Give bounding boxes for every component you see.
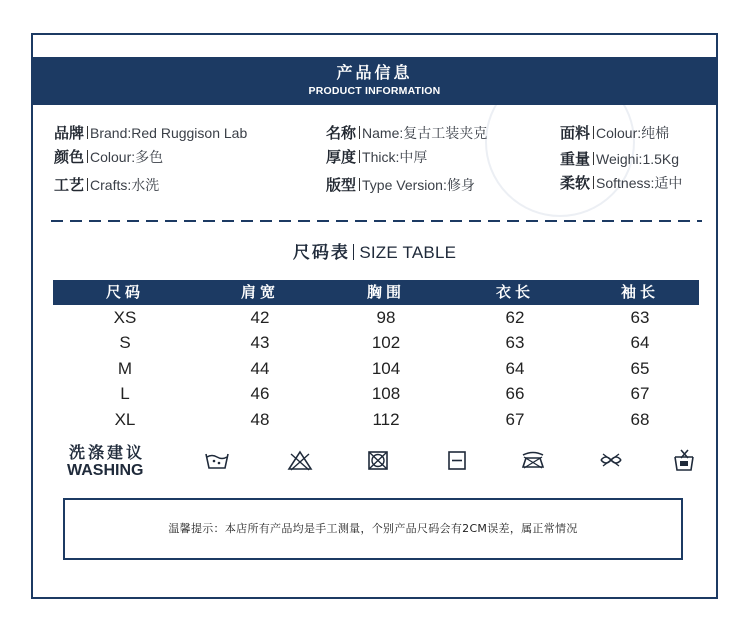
cell-sleeve: 67 [630,384,650,404]
info-brand [54,123,247,144]
cell-length: 63 [505,333,525,353]
header-title-en: PRODUCT INFORMATION [308,85,441,97]
info-value: Thick:中厚 [362,149,428,165]
info-weight [560,149,679,170]
info-value: Colour:纯棉 [596,125,670,141]
size-table-title [33,241,716,265]
size-table-header [53,280,699,305]
info-fit [326,175,475,196]
col-header-shoulder: 肩宽 [240,283,279,301]
info-value: Crafts:水洗 [90,177,160,193]
info-key: 重量 [560,150,591,168]
cell-length: 64 [505,358,525,378]
cell-sleeve: 65 [630,358,650,378]
info-color [54,147,163,168]
table-row [53,305,699,330]
info-key: 名称 [326,124,357,142]
cell-sleeve: 64 [630,333,650,353]
info-craft [54,175,159,196]
cell-sleeve: 68 [630,409,650,429]
size-title-en: SIZE TABLE [359,243,457,262]
product-info-card [31,33,718,599]
info-thickness [326,147,427,168]
line-dry-icon [443,446,471,474]
washing-section [63,440,703,484]
size-table [53,280,699,432]
no-tumble-dry-icon [364,446,392,474]
no-bleach-icon [286,446,314,474]
cell-size: XL [114,409,136,429]
info-key: 版型 [326,176,357,194]
cell-length: 66 [505,384,525,404]
cell-chest: 104 [371,358,401,378]
washing-label-cn: 洗涤建议 [69,443,146,462]
cell-sleeve: 63 [630,308,650,327]
info-value: Brand:Red Ruggison Lab [90,125,248,141]
cell-size: XS [113,308,137,327]
product-info-header [33,57,716,105]
table-row [53,330,699,355]
info-key: 面料 [560,124,591,142]
table-row [53,356,699,381]
cell-size: M [117,358,133,378]
cell-chest: 112 [372,409,400,429]
cell-size: L [120,384,130,404]
washing-label-en: WASHING [67,462,144,479]
info-key: 品牌 [54,124,85,142]
notice-text: 温馨提示：本店所有产品均是手工测量，个别产品尺码会有2CM误差，属正常情况 [168,522,578,535]
cell-chest: 108 [371,384,401,404]
info-fabric [560,123,669,144]
size-title-cn: 尺码表 [292,243,350,263]
cell-length: 62 [505,308,525,327]
info-value: Weighi:1.5Kg [596,151,680,167]
cell-shoulder: 42 [250,308,270,327]
header-title-cn: 产品信息 [336,63,413,82]
hand-wash-icon [203,446,231,474]
no-wring-icon [670,446,698,474]
measurement-notice [63,498,683,560]
table-row [53,381,699,406]
info-key: 厚度 [326,148,357,166]
product-info-grid [54,123,704,201]
col-header-size: 尺码 [105,283,144,301]
cell-shoulder: 43 [250,333,270,353]
cell-chest: 102 [371,333,401,353]
table-row [53,407,699,432]
cell-shoulder: 48 [250,409,270,429]
info-value: Softness:适中 [596,175,683,191]
info-value: Colour:多色 [90,149,164,165]
dashed-divider [51,220,702,222]
info-key: 颜色 [54,148,85,166]
cell-size: S [119,333,131,353]
iron-low-icon [519,446,547,474]
col-header-length: 衣长 [495,283,534,301]
info-softness [560,173,682,194]
info-key: 柔软 [560,174,591,192]
cell-shoulder: 44 [250,358,270,378]
info-value: Type Version:修身 [362,177,475,193]
cell-shoulder: 46 [250,384,270,404]
info-name [326,123,487,144]
col-header-sleeve: 袖长 [620,283,659,301]
cell-length: 67 [505,409,525,429]
col-header-chest: 胸围 [366,283,405,301]
info-value: Name:复古工装夹克 [362,125,488,141]
cell-chest: 98 [376,308,396,327]
info-key: 工艺 [54,176,85,194]
no-dry-clean-icon [597,446,625,474]
